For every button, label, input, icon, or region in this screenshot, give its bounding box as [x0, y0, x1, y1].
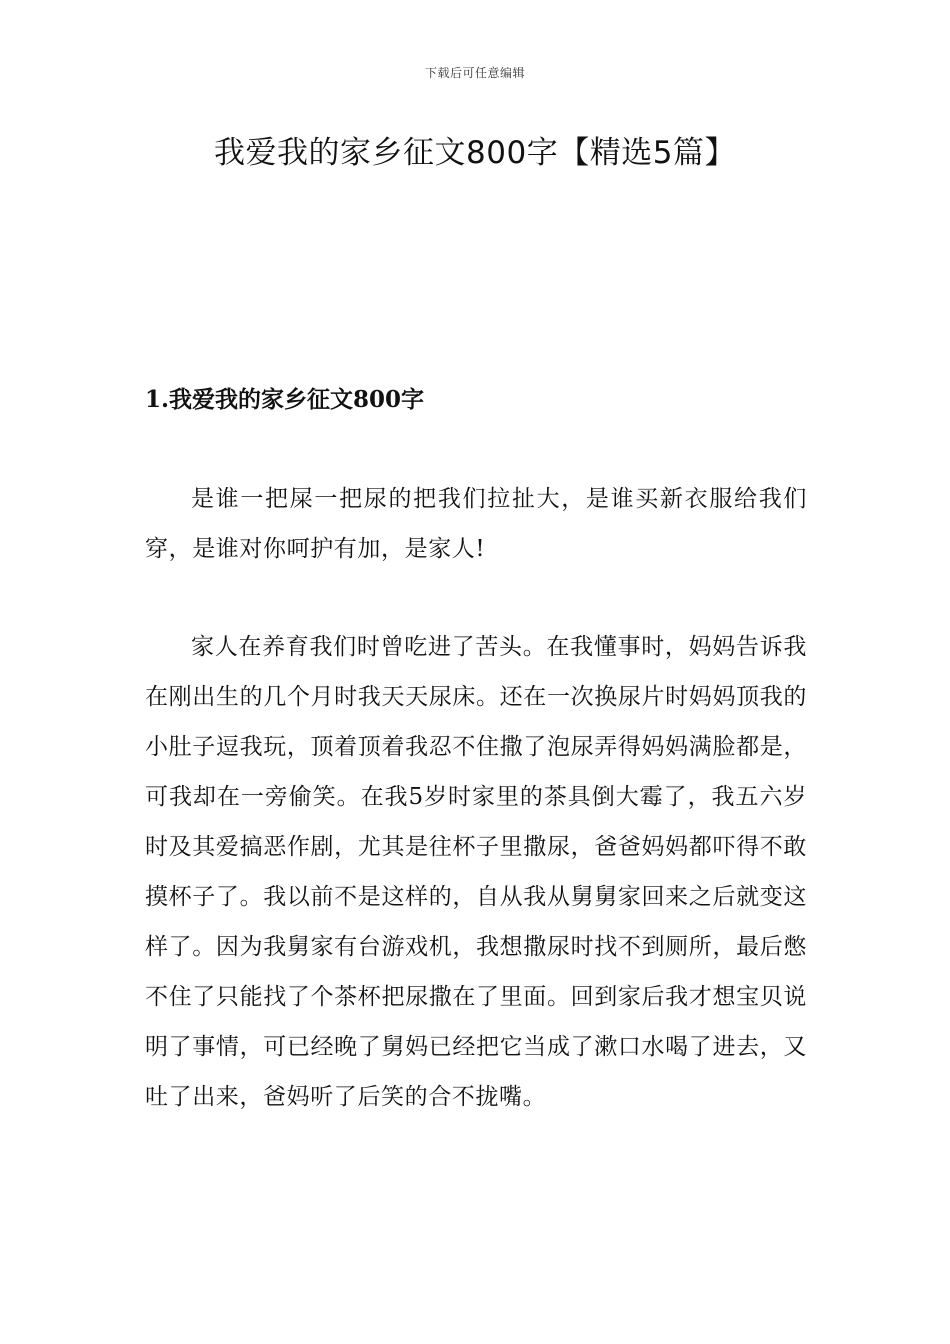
body-paragraph: 是谁一把屎一把尿的把我们拉扯大，是谁买新衣服给我们穿，是谁对你呵护有加，是家人! — [145, 486, 807, 562]
header-note: 下载后可任意编辑 — [424, 66, 525, 80]
body-paragraph: 家人在养育我们时曾吃进了苦头。在我懂事时，妈妈告诉我在刚出生的几个月时我天天尿床。还在一次换尿片时妈妈顶我的小肚子逗我玩，顶着顶着我忍不住撒了泡尿弄得妈妈满脸都是，可我却在一旁偷笑。在我5岁时家里的茶具倒大霉了，我五六岁时及其爱搞恶作剧，尤其是往杯子里撒尿，爸爸妈妈都吓得不敢摸杯子了。我以前不是这样的，自从我从舅舅家回来之后就变这样了。因为我舅家有台游戏机，我想撒尿时找不到厕所，最后憋不住了只能找了个茶杯把尿撒在了里面。回到家后我才想宝贝说明了事情，可已经晚了舅妈已经把它当成了漱口水喝了进去，又吐了出来，爸妈听了后笑的合不拢嘴。 — [145, 634, 807, 1110]
document-title: 我爱我的家乡征文800字【精选5篇】 — [214, 135, 736, 171]
section-heading: 1.我爱我的家乡征文800字 — [145, 386, 425, 413]
